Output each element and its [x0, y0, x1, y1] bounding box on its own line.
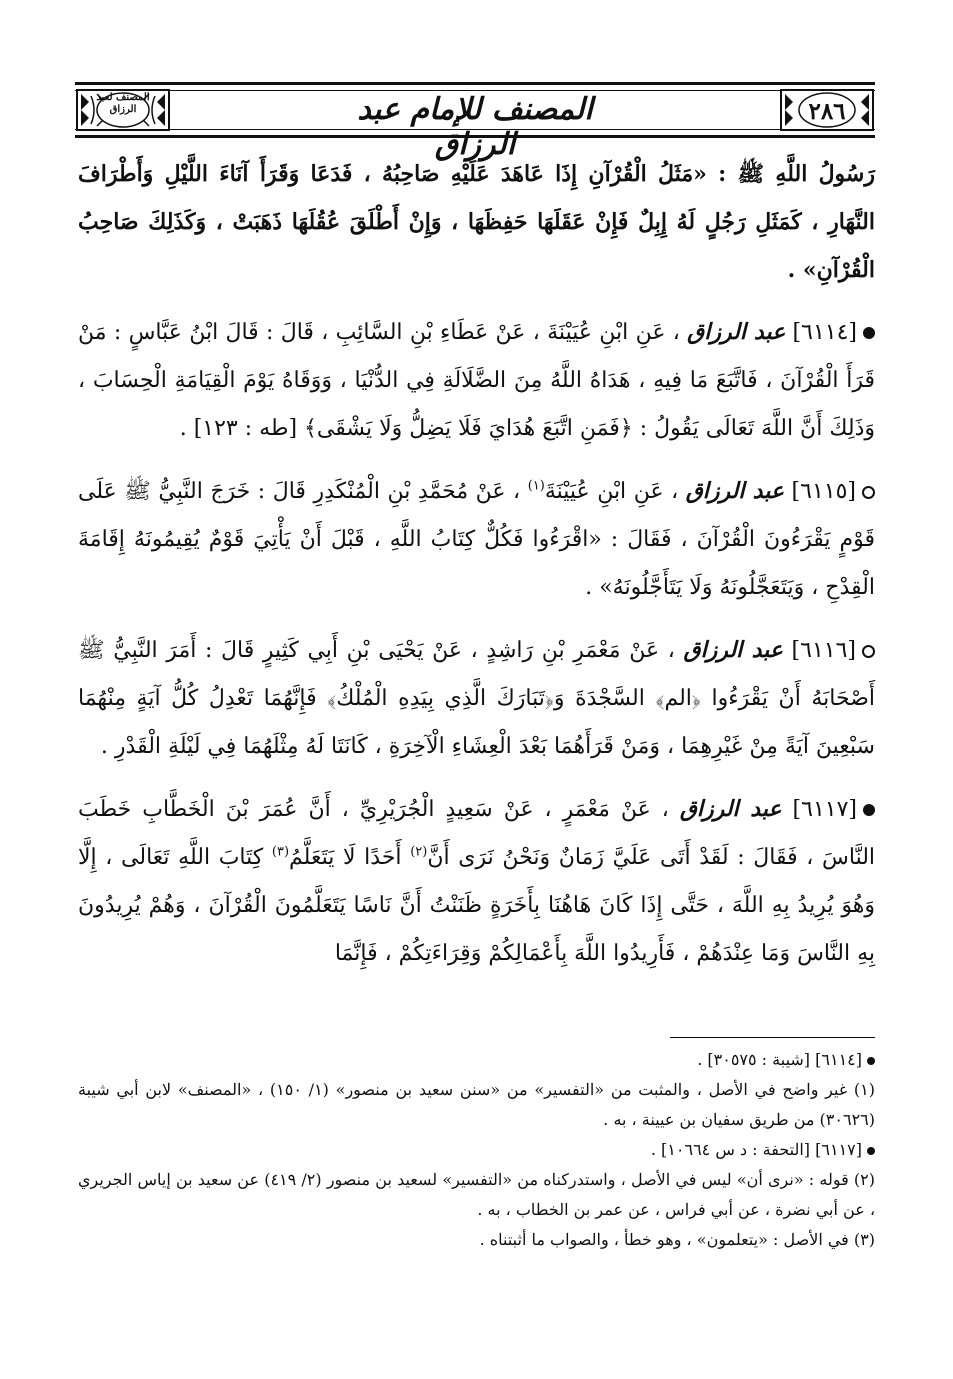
page-number: ٢٨٦ [808, 98, 846, 125]
bullet-filled-icon [863, 327, 875, 339]
footnotes [78, 1045, 875, 1255]
bullet-filled-icon [867, 1057, 875, 1065]
hadith-6117 [78, 785, 875, 978]
hadith-text-a: ، عَنِ ابْنِ عُيَيْنَةَ [544, 479, 679, 504]
bullet-ring-icon [862, 486, 875, 499]
main-text [78, 150, 875, 978]
isnad-name: عبد الرزاق [679, 796, 782, 822]
hadith-number: [٦١١٦] [791, 638, 856, 663]
footnote-2 [78, 1165, 875, 1225]
footnote-text: (٣) في الأصل : «يتعلمون» ، وهو خطأ ، والصواب ما أثبتناه . [479, 1230, 875, 1249]
logo-text: المصنف لعبد الرزاق [96, 92, 150, 115]
isnad-name: عبد الرزاق [685, 478, 784, 504]
footnote-separator [670, 1037, 875, 1038]
footnote-ref: (٢) [410, 844, 428, 860]
running-header [75, 82, 875, 162]
footnote-text: (٢) قوله : «نرى أن» ليس في الأصل ، واستدركناه من «التفسير» لسعيد بن منصور (٢/ ٤١٩) عن سعيد بن إياس الجريري ، عن أبي نضرة ، عن أبي فراس ، عن عمر بن الخطاب ، به . [78, 1170, 875, 1219]
bullet-filled-icon [863, 804, 875, 816]
isnad-name: عبد الرزاق [687, 319, 786, 345]
hadith-continuation [78, 150, 875, 294]
bullet-ring-icon [862, 645, 875, 658]
footnote-text: (١) غير واضح في الأصل ، والمثبت من «التفسير» من «سنن سعيد بن منصور» (١/ ١٥٠) ، «المصنف» لابن أبي شيبة (٣٠٦٢٦) من طريق سفيان بن عيينة ، به . [78, 1080, 876, 1129]
hadith-text-a: ، عَنْ مَعْمَرٍ ، عَنْ سَعِيدٍ الْجُرَيْرِيِّ ، أَنَّ عُمَرَ بْنَ الْخَطَّابِ خَطَبَ النَّاسَ ، فَقَالَ : لَقَدْ أَتَى عَلَيَّ زَمَانٌ وَنَحْنُ نَرَى أَنَّ [78, 797, 876, 870]
hadith-6115 [78, 467, 875, 612]
hadith-text-c: كِتَابَ اللَّهِ تَعَالَى ، إِلَّا وَهُوَ يُرِيدُ بِهِ اللَّهَ ، حَتَّى إِذَا كَانَ هَاهُنَا بِأَخَرَةٍ ظَنَنْتُ أَنَّ نَاسًا يَتَعَلَّمُونَ الْقُرْآنَ ، وَهُمْ يُرِيدُونَ بِهِ النَّاسَ وَمَا عِنْدَهُمْ ، فَأَرِيدُوا اللَّهَ بِأَعْمَالِكُمْ وَقِرَاءَتِكُمْ ، فَإِنَّمَا [78, 845, 875, 966]
header-title: المصنف للإمام عبد الرزاق [357, 92, 593, 162]
hadith-6114 [78, 308, 875, 453]
hadith-6116 [78, 626, 875, 771]
footnote-text: [٦١١٤] [شيبة : ٣٠٥٧٥] . [697, 1050, 862, 1069]
paragraph-text: رَسُولُ اللَّهِ ﷺ : «مَثَلُ الْقُرْآنِ إِذَا عَاهَدَ عَلَيْهِ صَاحِبُهُ ، فَدَعَا وَقَرَأَ آنَاءَ اللَّيْلِ وَأَطْرَافَ النَّهَارِ ، كَمَثَلِ رَجُلٍ لَهُ إِبِلٌ فَإِنْ عَقَلَهَا حَفِظَهَا ، وَإِنْ أَطْلَقَ عُقُلَهَا ذَهَبَتْ ، وَكَذَلِكَ صَاحِبُ الْقُرْآنِ» . [78, 161, 875, 283]
hadith-text: ، عَنِ ابْنِ عُيَيْنَةَ ، عَنْ عَطَاءِ بْنِ السَّائِبِ ، قَالَ : قَالَ ابْنُ عَبَّاسٍ : مَنْ قَرَأَ الْقُرْآنَ ، فَاتَّبَعَ مَا فِيهِ ، هَدَاهُ اللَّهُ مِنَ الضَّلَالَةِ فِي الدُّنْيَا ، وَوَقَاهُ يَوْمَ الْقِيَامَةِ الْحِسَابَ ، وَذَلِكَ أَنَّ اللَّهَ تَعَالَى يَقُولُ : ﴿فَمَنِ اتَّبَعَ هُدَايَ فَلَا يَضِلُّ وَلَا يَشْقَى﴾ [طه : ١٢٣] . [78, 320, 875, 441]
bullet-filled-icon [867, 1147, 875, 1155]
footnote-ref: (١) [527, 478, 545, 494]
hadith-number: [٦١١٥] [791, 479, 856, 504]
footnote-3 [78, 1225, 875, 1255]
header-top-rule [75, 82, 875, 91]
footnote-text: [٦١١٧] [التحفة : د س ١٠٦٦٤] . [650, 1140, 862, 1159]
hadith-text-b: ، عَنْ مُحَمَّدِ بْنِ الْمُنْكَدِرِ قَالَ : خَرَجَ النَّبِيُّ ﷺ عَلَى قَوْمٍ يَقْرَءُونَ الْقُرْآنَ ، فَقَالَ : «اقْرَءُوا فَكُلٌّ كِتَابُ اللَّهِ ، قَبْلَ أَنْ يَأْتِيَ قَوْمٌ يُقِيمُونَهُ إِقَامَةَ الْقِدْحِ ، وَيَتَعَجَّلُونَهُ وَلَا يَتَأَجَّلُونَهُ» . [78, 479, 875, 600]
isnad-name: عبد الرزاق [683, 637, 783, 663]
hadith-number: [٦١١٤] [792, 320, 857, 345]
hadith-text: ، عَنْ مَعْمَرِ بْنِ رَاشِدٍ ، عَنْ يَحْيَى بْنِ أَبِي كَثِيرٍ قَالَ : أَمَرَ النَّبِيُّ ﷺ أَصْحَابَهُ أَنْ يَقْرَءُوا ﴿الم﴾ السَّجْدَةَ وَ﴿تَبَارَكَ الَّذِي بِيَدِهِ الْمُلْكُ﴾ فَإِنَّهُمَا تَعْدِلُ كُلُّ آيَةٍ مِنْهُمَا سَبْعِينَ آيَةً مِنْ غَيْرِهِمَا ، وَمَنْ قَرَأَهُمَا بَعْدَ الْعِشَاءِ الْآخِرَةِ ، كَانَتَا لَهُ مِثْلَهُمَا فِي لَيْلَةِ الْقَدْرِ . [78, 638, 875, 759]
page-number-frame [779, 86, 875, 134]
hadith-text-b: أَحَدًا لَا يَتَعَلَّمُ [289, 845, 402, 870]
footnote-ref-6114 [78, 1045, 875, 1075]
footnote-1 [78, 1075, 875, 1135]
hadith-number: [٦١١٧] [792, 797, 857, 822]
footnote-ref-6117 [78, 1135, 875, 1165]
footnote-ref: (٣) [271, 844, 290, 860]
